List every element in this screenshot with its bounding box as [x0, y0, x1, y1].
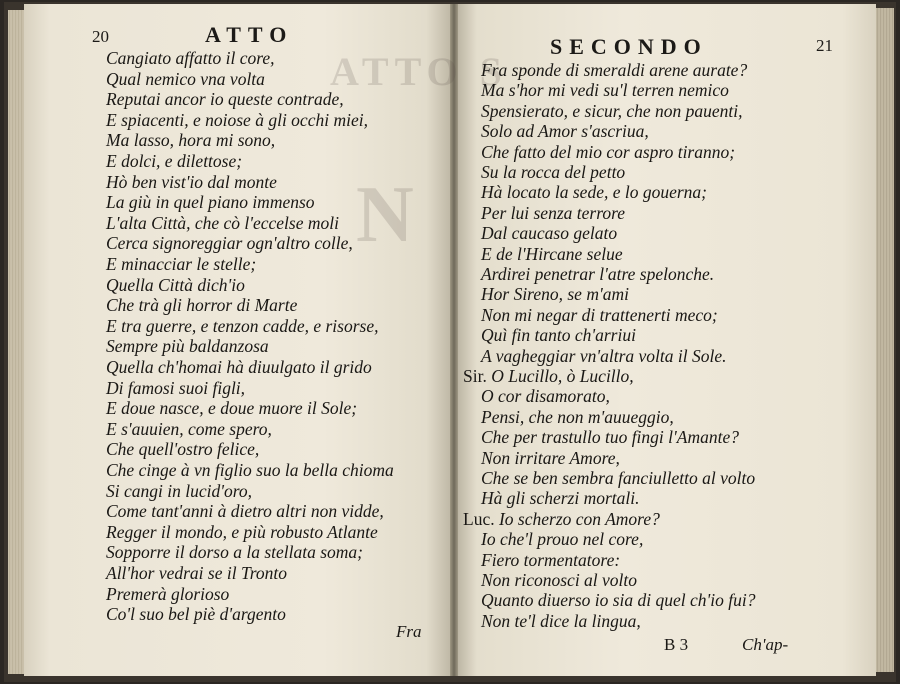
verse-line: All'hor vedrai se il Tronto: [106, 563, 288, 583]
verse-line: Hà locato la sede, e lo gouerna;: [481, 182, 707, 203]
signature-mark: B 3: [664, 635, 689, 654]
verse-line: Co'l suo bel piè d'argento: [106, 604, 286, 625]
verse-line: Su la rocca del petto: [481, 162, 626, 182]
show-through-bleed: N: [356, 171, 420, 259]
left-page-number: 20: [92, 27, 109, 46]
verse-line: Hò ben vist'io dal monte: [106, 171, 277, 192]
verse-line: Sempre più baldanzosa: [106, 336, 269, 357]
verse-line: Cerca signoreggiar ogn'altro colle,: [106, 233, 353, 254]
verse-line: E dolci, e dilettose;: [106, 151, 243, 171]
verse-line: Sir. O Lucillo, ò Lucillo,: [463, 366, 634, 386]
right-page-number: 21: [816, 36, 833, 55]
verse-line: Non irritare Amore,: [481, 447, 620, 468]
right-running-head: SECONDO: [550, 34, 708, 59]
verse-line: Ma lasso, hora mi sono,: [106, 130, 276, 151]
verse-line: Dal caucaso gelato: [481, 223, 618, 244]
verse-line: Hà gli scherzi mortali.: [481, 488, 640, 509]
verse-line: Che trà gli horror di Marte: [106, 295, 298, 316]
verse-line: O cor disamorato,: [481, 386, 610, 407]
verse-line: Quella Città dich'io: [106, 274, 245, 295]
verse-line: Hor Sireno, se m'ami: [481, 284, 629, 305]
verse-line: Che fatto del mio cor aspro tiranno;: [481, 141, 736, 162]
right-page-edges: [876, 8, 894, 672]
verse-line: Che per trastullo tuo fingi l'Amante?: [481, 427, 739, 448]
verse-line: Qual nemico vna volta: [106, 68, 265, 89]
verse-line: Non te'l dice la lingua,: [481, 610, 641, 631]
verse-line: Regger il mondo, e più robusto Atlante: [106, 521, 378, 542]
right-catchword: Ch'ap-: [742, 635, 789, 654]
verse-line: Non riconosci al volto: [481, 570, 638, 590]
left-catchword: Fra: [396, 622, 422, 641]
verse-line: Ardirei penetrar l'atre spelonche.: [481, 264, 715, 284]
verse-line: E de l'Hircane selue: [481, 243, 623, 264]
verse-line: Quì fin tanto ch'arriui: [481, 325, 636, 346]
verse-line: L'alta Città, che cò l'eccelse moli: [106, 212, 339, 233]
speaker-label: Sir.: [463, 366, 487, 386]
verse-line: Che cinge à vn figlio suo la bella chioma: [106, 460, 394, 480]
left-running-head: ATTO: [205, 22, 294, 47]
verse-line: Come tant'anni à dietro altri non vidde,: [106, 501, 384, 522]
verse-line: La giù in quel piano immenso: [106, 192, 315, 213]
verse-line: E tra guerre, e tenzon cadde, e risorse,: [106, 315, 379, 336]
verse-line: Quanto diuerso io sia di quel ch'io fui?: [481, 590, 756, 611]
verse-line: E spiacenti, e noiose à gli occhi miei,: [106, 109, 368, 130]
verse-line: Premerà glorioso: [106, 583, 230, 604]
verse-line: Si cangi in lucid'oro,: [106, 480, 252, 501]
verse-line: Fra sponde di smeraldi arene aurate?: [481, 60, 748, 80]
verse-line: A vagheggiar vn'altra volta il Sole.: [481, 345, 727, 366]
verse-line: Cangiato affatto il core,: [106, 48, 275, 68]
show-through-bleed: ATTO S: [330, 49, 508, 94]
verse-line: Sopporre il dorso a la stellata soma;: [106, 542, 363, 563]
verse-line: Che se ben sembra fanciulletto al volto: [481, 468, 756, 488]
verse-line: E doue nasce, e doue muore il Sole;: [106, 398, 358, 419]
verse-line: Che quell'ostro felice,: [106, 439, 260, 460]
verse-line: Non mi negar di trattenerti meco;: [481, 304, 718, 325]
verse-line: Spensierato, e sicur, che non pauenti,: [481, 100, 743, 121]
verse-line: Pensi, che non m'auueggio,: [481, 406, 674, 427]
verse-line: Di famosi suoi figli,: [106, 377, 246, 398]
verse-line: Solo ad Amor s'ascriua,: [481, 121, 649, 142]
verse-line: Ma s'hor mi vedi su'l terren nemico: [481, 80, 729, 101]
book-gutter: [450, 4, 458, 676]
verse-line: E s'auuien, come spero,: [106, 418, 272, 439]
verse-line: Reputai ancor io queste contrade,: [106, 89, 344, 110]
verse-line: Quella ch'homai hà diuulgato il grido: [106, 357, 372, 377]
speaker-label: Luc.: [463, 508, 495, 529]
verse-line: Per lui senza terrore: [481, 202, 626, 223]
verse-line: Io che'l prouo nel core,: [481, 529, 644, 550]
verse-line: Luc. Io scherzo con Amore?: [463, 508, 660, 529]
verse-line: E minacciar le stelle;: [106, 254, 257, 274]
verse-line: Fiero tormentatore:: [481, 549, 621, 570]
